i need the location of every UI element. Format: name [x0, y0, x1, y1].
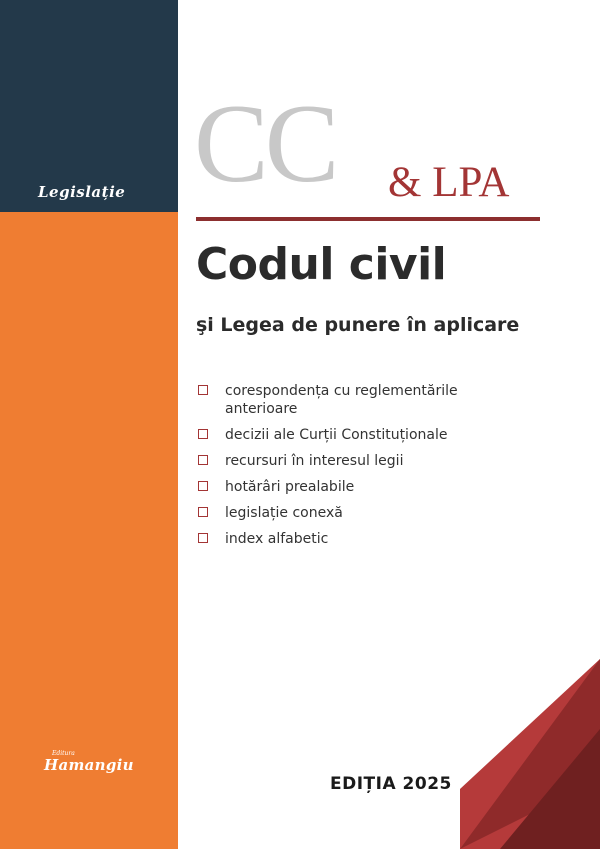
book-title: Codul civil [196, 239, 447, 290]
checkbox-bullet-icon [198, 385, 208, 395]
title-rule [196, 217, 540, 221]
feature-item [198, 452, 528, 470]
checkbox-bullet-icon [198, 481, 208, 491]
edition-label: EDIȚIA 2025 [330, 774, 452, 794]
cc-mark: CC [194, 82, 336, 206]
checkbox-bullet-icon [198, 507, 208, 517]
feature-text: index alfabetic [225, 531, 329, 547]
feature-item [198, 478, 528, 496]
publisher-logo [44, 750, 154, 790]
sidebar-navy-block [0, 0, 178, 212]
book-subtitle: şi Legea de punere în aplicare [196, 314, 520, 336]
checkbox-bullet-icon [198, 533, 208, 543]
feature-item [198, 530, 528, 548]
feature-text: corespondența cu reglementările anterioare [225, 383, 458, 417]
feature-text: decizii ale Curții Constituționale [225, 427, 448, 443]
feature-list [198, 382, 528, 556]
publisher-name: Hamangiu [44, 756, 134, 774]
feature-text: legislație conexă [225, 505, 343, 521]
checkbox-bullet-icon [198, 429, 208, 439]
checkbox-bullet-icon [198, 455, 208, 465]
corner-decoration [460, 659, 600, 849]
feature-item [198, 504, 528, 522]
series-label: Legislație [38, 183, 126, 201]
cc-suffix: & LPA [388, 159, 510, 206]
publisher-small-label: Editura [52, 750, 75, 757]
feature-text: recursuri în interesul legii [225, 453, 404, 469]
feature-item [198, 426, 528, 444]
feature-text: hotărâri prealabile [225, 479, 355, 495]
feature-item [198, 382, 528, 418]
